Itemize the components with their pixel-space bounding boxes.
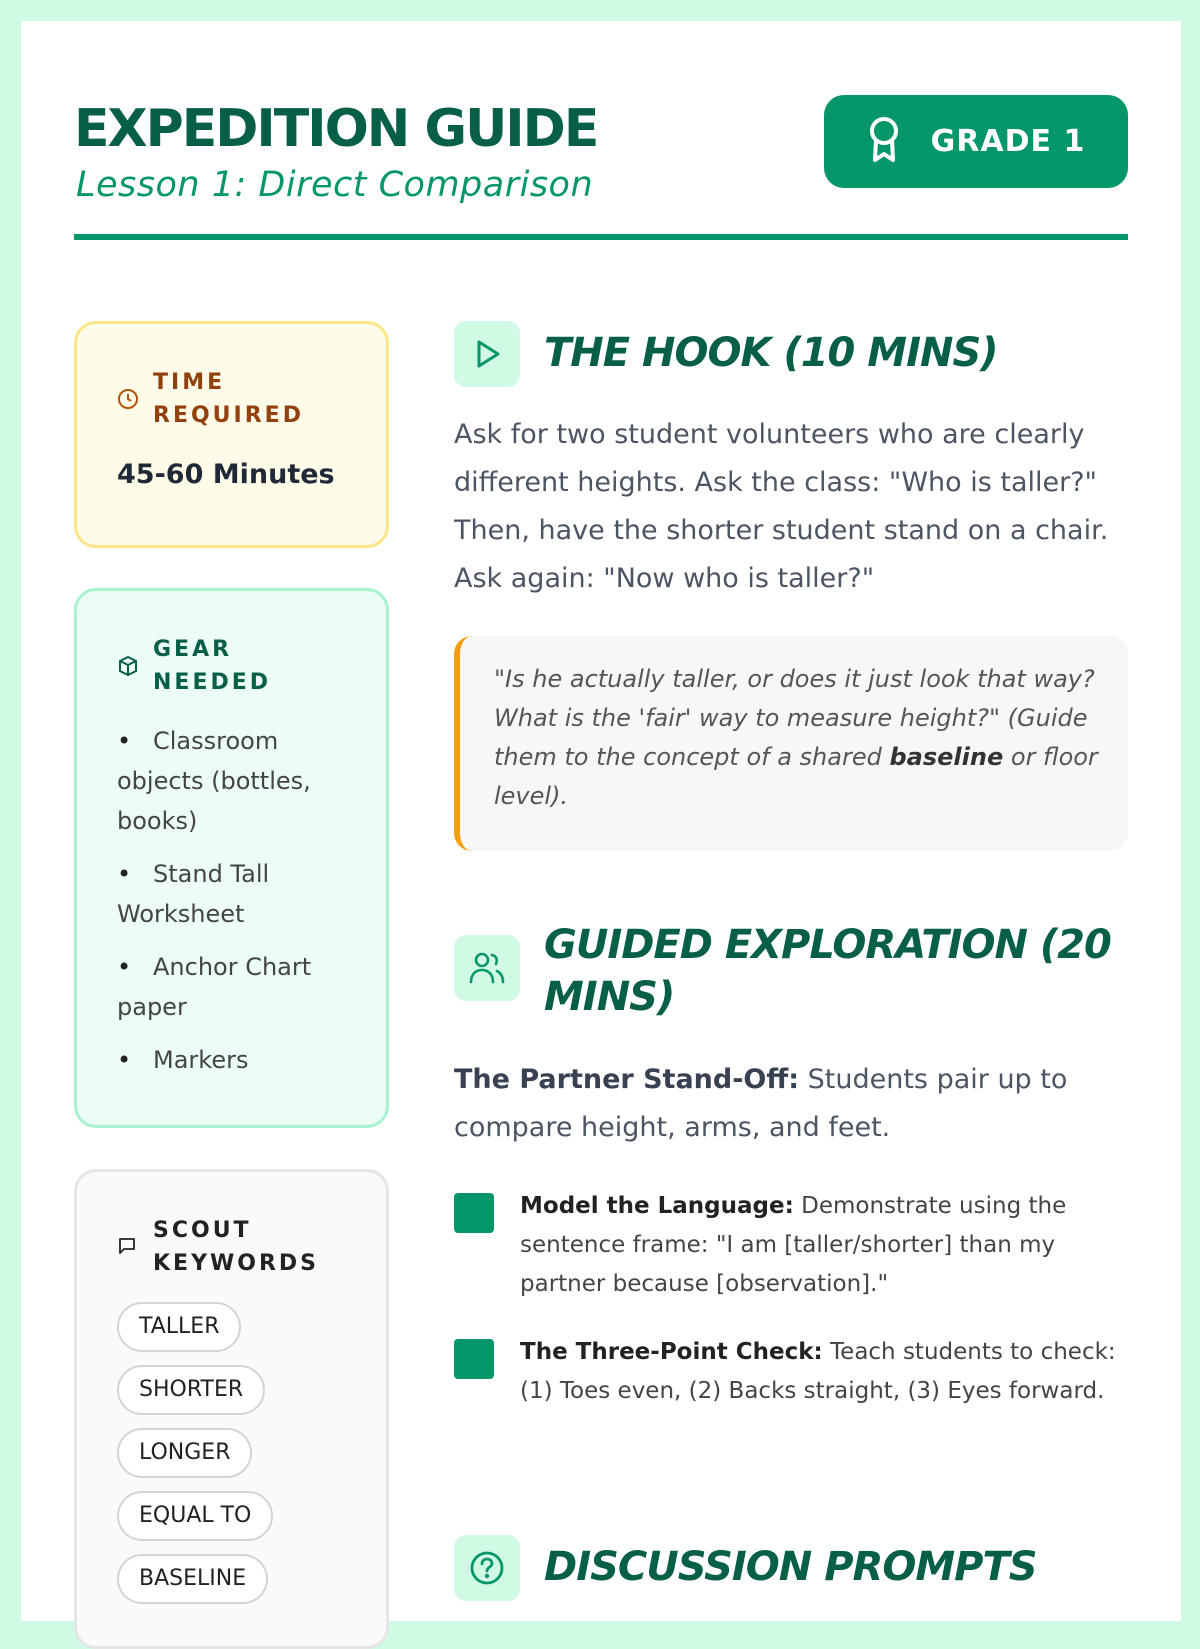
- list-item: • Markers: [117, 1040, 367, 1080]
- step-marker: [454, 1339, 494, 1379]
- keyword-chip: EQUAL TO: [117, 1491, 273, 1541]
- guide-card: [21, 21, 1181, 1621]
- step-text: Demonstrate using the sentence frame: "I am [taller/shorter] than my partner because [observation].": [520, 1193, 1067, 1297]
- gear-needed-box: [74, 588, 389, 1128]
- quote-text-end: or floor level).: [494, 743, 1098, 810]
- intro-bold: The Partner Stand-Off:: [454, 1064, 800, 1095]
- keywords-heading: SCOUT KEYWORDS: [153, 1218, 320, 1276]
- hook-quote: [454, 636, 1128, 851]
- step-marker: [454, 1193, 494, 1233]
- page-title: EXPEDITION GUIDE: [74, 99, 598, 159]
- play-icon: [454, 321, 520, 387]
- step-bold: Model the Language:: [520, 1193, 794, 1219]
- scout-keywords-box: [74, 1169, 389, 1649]
- step-text: Teach students to check: (1) Toes even, (2) Backs straight, (3) Eyes forward.: [520, 1339, 1116, 1404]
- package-icon: [117, 655, 139, 677]
- users-icon: [454, 935, 520, 1001]
- lesson-subtitle: Lesson 1: Direct Comparison: [76, 165, 594, 205]
- list-item: • Anchor Chart paper: [117, 947, 367, 1027]
- time-required-box: [74, 321, 389, 548]
- gear-list: [117, 721, 367, 1093]
- quote-emphasis: baseline: [889, 743, 1004, 771]
- quote-text: "Is he actually taller, or does it just look that way? What is the 'fair' way to measure height?" (Guide them to the concept of a shared: [494, 665, 1095, 771]
- keyword-chip: SHORTER: [117, 1365, 265, 1415]
- exploration-intro: [454, 1056, 1114, 1152]
- keyword-chip: TALLER: [117, 1302, 241, 1352]
- intro-text: Students pair up to compare height, arms, and feet.: [454, 1064, 1068, 1143]
- list-item: • Classroom objects (bottles, books): [117, 721, 367, 841]
- keyword-chip: BASELINE: [117, 1554, 268, 1604]
- hook-title: THE HOOK (10 MINS): [544, 330, 998, 376]
- list-item: • Stand Tall Worksheet: [117, 854, 367, 934]
- keyword-chips: [117, 1302, 273, 1617]
- discussion-title: DISCUSSION PROMPTS: [544, 1544, 1037, 1590]
- step-bold: The Three-Point Check:: [520, 1339, 823, 1365]
- clock-icon: [117, 388, 139, 410]
- exploration-title: GUIDED EXPLORATION (20 MINS): [544, 922, 1111, 1020]
- help-circle-icon: [454, 1535, 520, 1601]
- gear-heading: GEAR NEEDED: [153, 637, 272, 695]
- hook-body: Ask for two student volunteers who are clearly different heights. Ask the class: "Who is taller?" Then, have the shorter student stand on a chair. Ask again: "Now who is taller?": [454, 419, 1109, 594]
- grade-label: GRADE 1: [930, 124, 1086, 159]
- time-heading: TIME REQUIRED: [153, 370, 304, 428]
- keyword-chip: LONGER: [117, 1428, 252, 1478]
- message-icon: [117, 1236, 139, 1258]
- lesson-main: [454, 21, 1128, 1600]
- time-value: 45-60 Minutes: [117, 459, 335, 490]
